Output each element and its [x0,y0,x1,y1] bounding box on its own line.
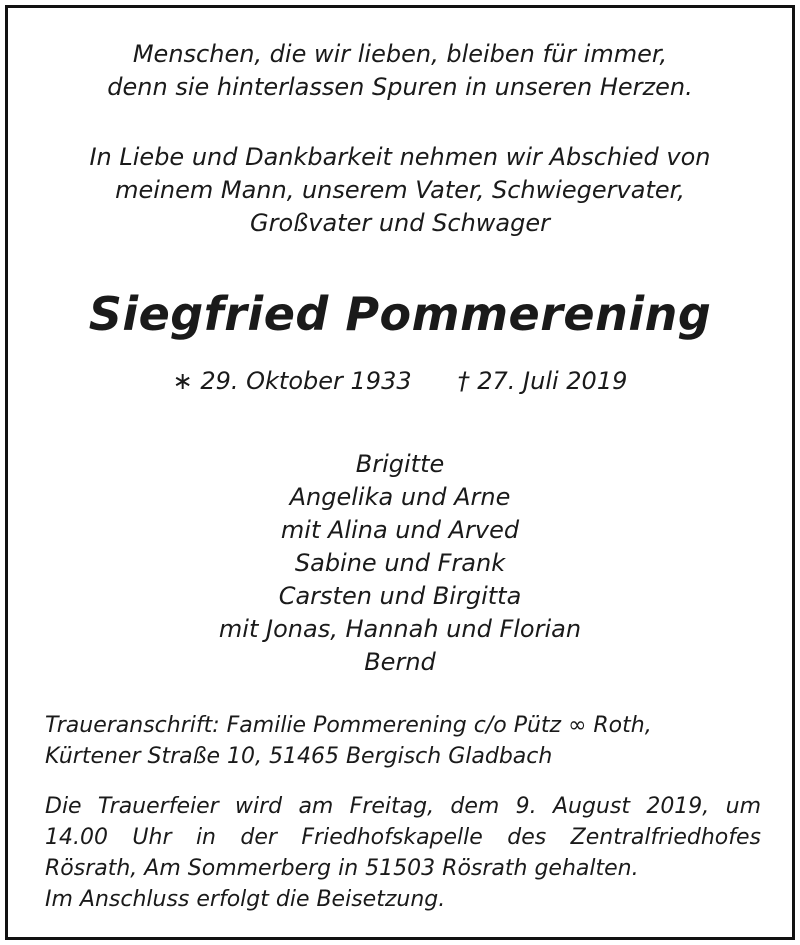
deceased-name: Siegfried Pommerening [88,287,712,341]
mourner-line: Bernd [364,648,436,676]
ceremony-line: Im Anschluss erfolgt die Beisetzung. [45,887,446,912]
address-line: Kürtener Straße 10, 51465 Bergisch Gladbach [45,744,553,769]
funeral-ceremony-info [45,791,761,915]
mourner-line: Brigitte [355,450,445,478]
mourner-line: Sabine und Frank [294,549,506,577]
mourners-list [8,448,792,679]
mourner-line: mit Alina und Arved [280,516,520,544]
obituary-notice [5,5,795,940]
ceremony-line: 14.00 Uhr in der Friedhofskapelle des Zentralfriedhofes [45,825,761,850]
motto-quote [8,38,792,104]
motto-line: denn sie hinterlassen Spuren in unseren Herzen. [107,73,693,101]
motto-line: Menschen, die wir lieben, bleiben für immer, [132,40,668,68]
ceremony-line: Rösrath, Am Sommerberg in 51503 Rösrath gehalten. [45,856,639,881]
mourning-address [45,710,761,772]
life-dates [8,365,792,398]
death-date: † 27. Juli 2019 [457,367,628,395]
ceremony-line: Die Trauerfeier wird am Freitag, dem 9. August 2019, um [45,794,761,819]
mourner-line: Carsten und Birgitta [278,582,522,610]
intro-line: In Liebe und Dankbarkeit nehmen wir Abschied von [89,143,711,171]
farewell-intro [8,141,792,240]
intro-line: meinem Mann, unserem Vater, Schwiegervater, [115,176,685,204]
mourner-line: Angelika und Arne [289,483,511,511]
birth-date: ∗ 29. Oktober 1933 [172,367,412,395]
address-line: Traueranschrift: Familie Pommerening c/o Pütz ∞ Roth, [45,713,652,738]
mourner-line: mit Jonas, Hannah und Florian [218,615,582,643]
intro-line: Großvater und Schwager [250,209,550,237]
